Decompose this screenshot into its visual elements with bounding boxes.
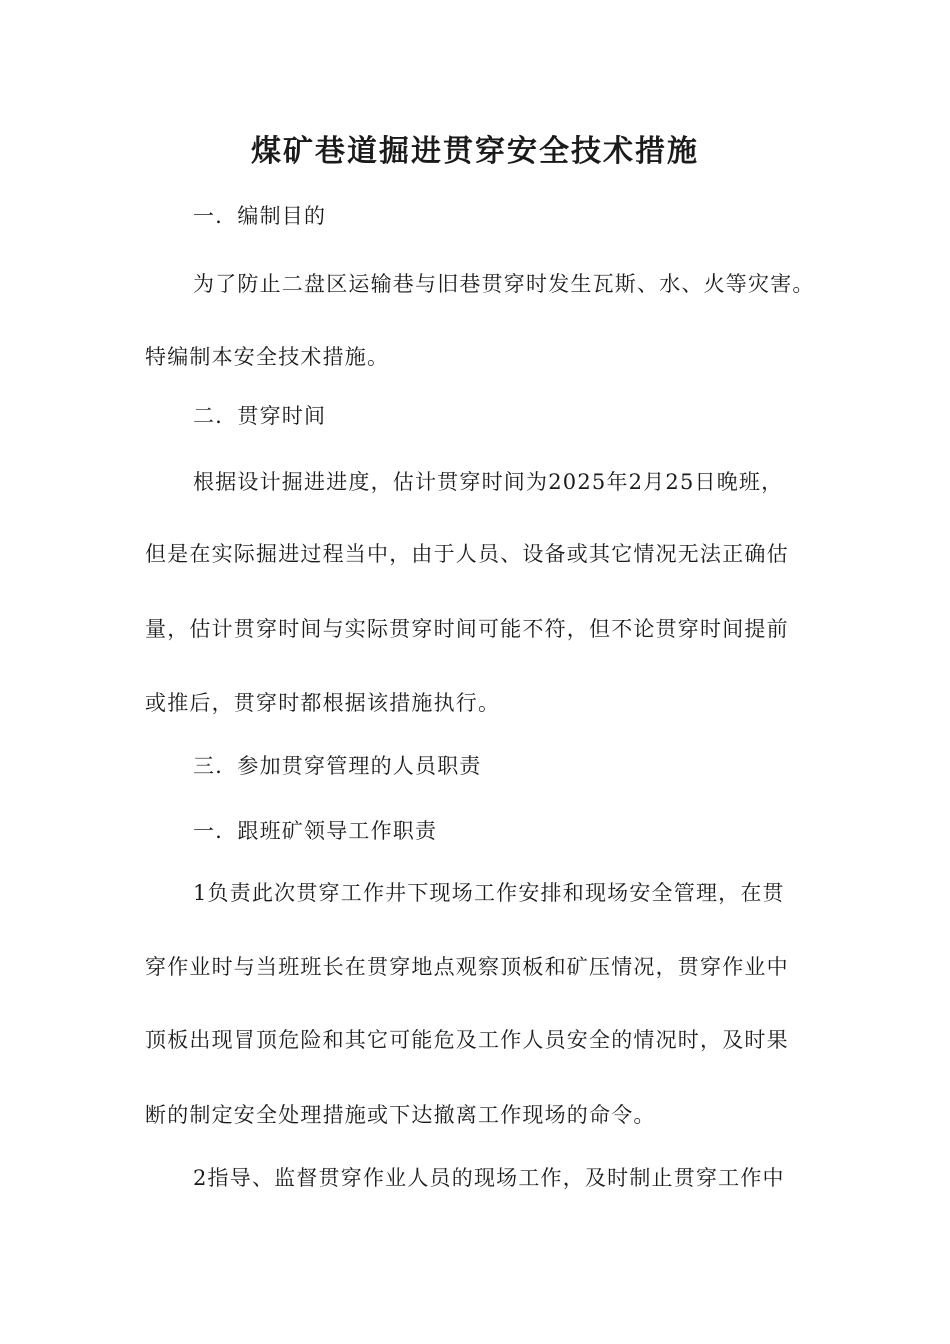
paragraph-line: 顶板出现冒顶危险和其它可能危及工作人员安全的情况时，及时果 [145, 1028, 789, 1052]
section-heading-purpose: 一．编制目的 [193, 204, 327, 228]
paragraph-line: 特编制本安全技术措施。 [145, 345, 390, 369]
paragraph-line: 但是在实际掘进过程当中，由于人员、设备或其它情况无法正确估 [145, 542, 789, 566]
section-heading-duties: 三．参加贯穿管理的人员职责 [193, 754, 482, 778]
paragraph-line: 1负责此次贯穿工作井下现场工作安排和现场安全管理，在贯 [193, 881, 785, 905]
paragraph-line: 断的制定安全处理措施或下达撤离工作现场的命令。 [145, 1103, 656, 1127]
subsection-heading: 一．跟班矿领导工作职责 [193, 819, 438, 843]
document-title: 煤矿巷道掘进贯穿安全技术措施 [251, 134, 699, 169]
paragraph-line: 2指导、监督贯穿作业人员的现场工作，及时制止贯穿工作中 [193, 1166, 785, 1190]
paragraph-line: 根据设计掘进进度，估计贯穿时间为2025年2月25日晚班， [193, 470, 784, 494]
section-heading-time: 二．贯穿时间 [193, 404, 327, 428]
paragraph-line: 为了防止二盘区运输巷与旧巷贯穿时发生瓦斯、水、火等灾害。 [193, 272, 815, 296]
paragraph-line: 穿作业时与当班班长在贯穿地点观察顶板和矿压情况，贯穿作业中 [145, 955, 789, 979]
paragraph-line: 或推后，贯穿时都根据该措施执行。 [145, 691, 501, 715]
paragraph-line: 量，估计贯穿时间与实际贯穿时间可能不符，但不论贯穿时间提前 [145, 617, 789, 641]
